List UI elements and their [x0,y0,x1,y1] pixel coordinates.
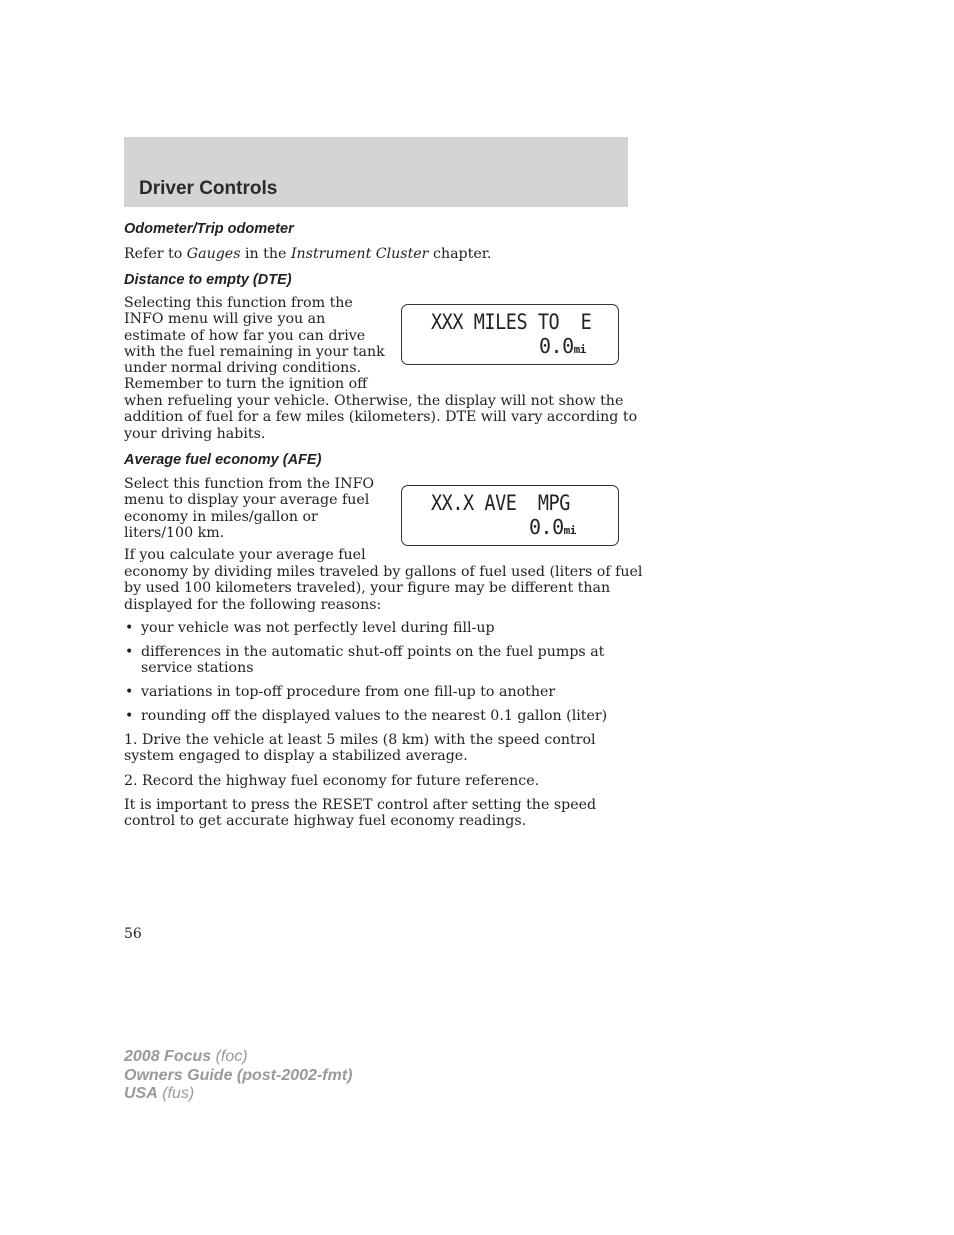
dte-display-message: XXX MILES TO E [431,310,592,334]
afe-display-value: 0.0mi [529,515,576,539]
bullet-icon: • [125,643,134,660]
afe-display [401,485,619,546]
header-band [124,137,628,207]
list-item: • your vehicle was not perfectly level during fill-up [125,620,495,636]
bullet-icon: • [125,683,134,700]
page-number: 56 [124,926,142,942]
dte-heading: Distance to empty (DTE) [124,272,292,288]
list-item: • differences in the automatic shut-off points on the fuel pumps at service stations [125,643,605,677]
odometer-heading: Odometer/Trip odometer [124,221,294,237]
bullet-icon: • [125,707,134,724]
step-1: 1. Drive the vehicle at least 5 miles (8 km) with the speed control system engaged to display a stabilized average. [124,732,596,765]
afe-text-narrow: Select this function from the INFO menu to display your average fuel economy in miles/gallon or liters/100 km. If you calculate your average fuel [124,476,375,564]
list-item: • rounding off the displayed values to the nearest 0.1 gallon (liter) [125,707,608,724]
reasons-list [124,620,607,731]
dte-display [401,304,619,365]
dte-text-narrow: Selecting this function from the INFO menu will give you an estimate of how far you can drive with the fuel remaining in your tank under normal driving conditions. Remember to turn the ignition off [124,295,385,393]
dte-text-wide: when refueling your vehicle. Otherwise, the display will not show the addition of fuel for a few miles (kilometers). DTE will vary according to your driving habits. [124,393,638,442]
afe-display-message: XX.X AVE MPG [431,491,570,515]
step-2: 2. Record the highway fuel economy for future reference. [124,773,540,789]
reset-note: It is important to press the RESET control after setting the speed control to get accurate highway fuel economy readings. [124,797,597,830]
afe-text-wide: economy by dividing miles traveled by gallons of fuel used (liters of fuel by used 100 kilometers traveled), your figure may be different than displayed for the following reasons: [124,564,643,613]
list-item: • variations in top-off procedure from one fill-up to another [125,683,556,700]
page-title: Driver Controls [139,178,278,199]
dte-display-value: 0.0mi [539,334,586,358]
document-footer: 2008 Focus (foc) Owners Guide (post-2002-fmt) USA (fus) [124,1048,353,1102]
afe-heading: Average fuel economy (AFE) [124,452,322,468]
bullet-icon: • [125,620,134,636]
odometer-text: Refer to Gauges in the Instrument Cluster chapter. [124,246,492,262]
